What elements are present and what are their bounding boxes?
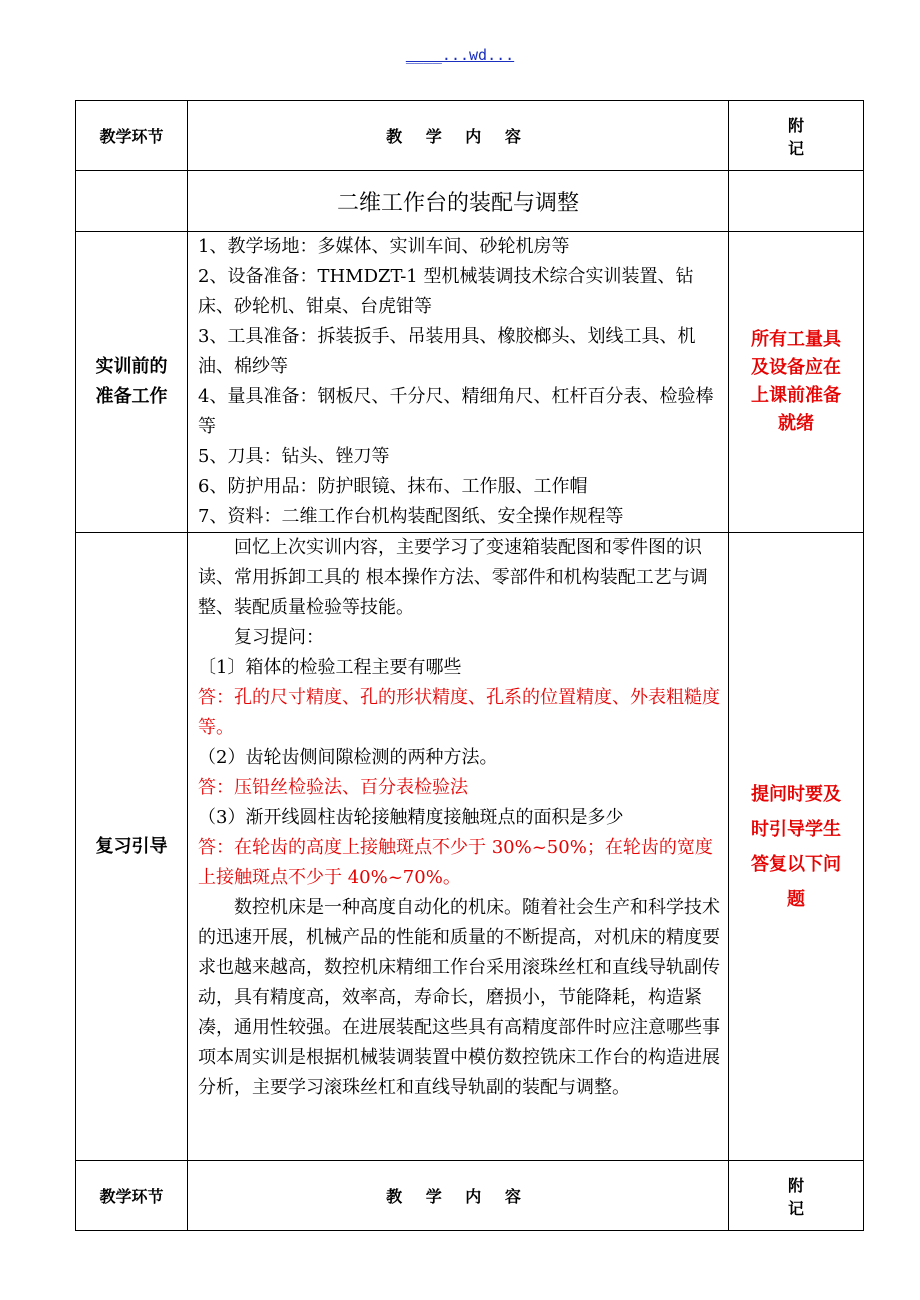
- review-prompt: 复习提问：: [234, 627, 324, 648]
- prep-note-line: 上课前准备: [751, 385, 841, 406]
- prep-item: 2、设备准备：THMDZT-1 型机械装调技术综合实训装置、钻床、砂轮机、钳桌、台虎钳等: [198, 266, 694, 317]
- review-note-line: 答复以下问: [751, 853, 841, 875]
- prep-item: 3、工具准备：拆装扳手、吊装用具、橡胶榔头、划线工具、机油、棉纱等: [198, 326, 696, 377]
- title-empty-right: [729, 171, 864, 232]
- prep-label-line2: 准备工作: [95, 386, 168, 407]
- prep-row: [76, 232, 864, 533]
- table-header-row: [76, 101, 864, 171]
- review-question-3: （3）渐开线圆柱齿轮接触精度接触斑点的面积是多少: [198, 807, 624, 828]
- prep-note: [729, 232, 864, 533]
- review-answer-3: 答：在轮齿的高度上接触斑点不少于 30%~50%；在轮齿的宽度上接触斑点不少于 40%~70%。: [198, 837, 713, 888]
- prep-label-line1: 实训前的: [95, 356, 168, 377]
- review-note: [729, 533, 864, 1161]
- page-header-mark: [0, 46, 920, 64]
- header-notes: 附 记: [729, 101, 864, 171]
- prep-item: 5、刀具：钻头、锉刀等: [198, 446, 390, 467]
- review-content: [188, 533, 729, 1161]
- prep-note-line: 及设备应在: [751, 357, 841, 378]
- title-row: [76, 171, 864, 232]
- prep-item: 1、教学场地：多媒体、实训车间、砂轮机房等: [198, 236, 570, 257]
- prep-label: [76, 232, 188, 533]
- prep-content: [188, 232, 729, 533]
- prep-item: 4、量具准备：钢板尺、千分尺、精细角尺、杠杆百分表、检验棒等: [198, 386, 714, 437]
- footer-header-stage: 教学环节: [76, 1161, 188, 1231]
- footer-header-notes: 附 记: [729, 1161, 864, 1231]
- lesson-plan-table: [75, 100, 864, 1231]
- prep-item: 7、资料：二维工作台机构装配图纸、安全操作规程等: [198, 506, 624, 527]
- header-stage: 教学环节: [76, 101, 188, 171]
- review-label: 复习引导: [76, 533, 188, 1161]
- review-question-1: 〔1〕箱体的检验工程主要有哪些: [198, 657, 462, 678]
- prep-item: 6、防护用品：防护眼镜、抹布、工作服、工作帽: [198, 476, 588, 497]
- title-empty-left: [76, 171, 188, 232]
- table-footer-header-row: [76, 1161, 864, 1231]
- review-note-line: 时引导学生: [751, 818, 841, 840]
- prep-note-line: 所有工量具: [751, 329, 841, 350]
- review-intro: 回忆上次实训内容，主要学习了变速箱装配图和零件图的识读、常用拆卸工具的 根本操作方法、零部件和机构装配工艺与调整、装配质量检验等技能。: [198, 537, 708, 618]
- review-body-text: 数控机床是一种高度自动化的机床。随着社会生产和科学技术的迅速开展，机械产品的性能和质量的不断提高，对机床的精度要求也越来越高，数控机床精细工作台采用滚珠丝杠和直线导轨副传动，具有精度高，效率高，寿命长，磨损小，节能降耗，构造紧凑，通用性较强。在进展装配这些具有高精度部件时应注意哪些事项本周实训是根据机械装调装置中模仿数控铣床工作台的构造进展分析，主要学习滚珠丝杠和直线导轨副的装配与调整。: [198, 897, 720, 1098]
- review-question-2: （2）齿轮齿侧间隙检测的两种方法。: [198, 747, 498, 768]
- review-answer-2: 答：压铅丝检验法、百分表检验法: [198, 777, 468, 798]
- header-content: 教 学 内 容: [188, 101, 729, 171]
- review-note-line: 题: [787, 888, 805, 910]
- review-row: [76, 533, 864, 1161]
- footer-header-content: 教 学 内 容: [188, 1161, 729, 1231]
- prep-note-line: 就绪: [778, 413, 814, 434]
- review-note-line: 提问时要及: [751, 783, 841, 805]
- header-mark-text: ____...wd...: [405, 46, 515, 64]
- review-answer-1: 答：孔的尺寸精度、孔的形状精度、孔系的位置精度、外表粗糙度等。: [198, 687, 720, 738]
- lesson-title: 二维工作台的装配与调整: [188, 171, 729, 232]
